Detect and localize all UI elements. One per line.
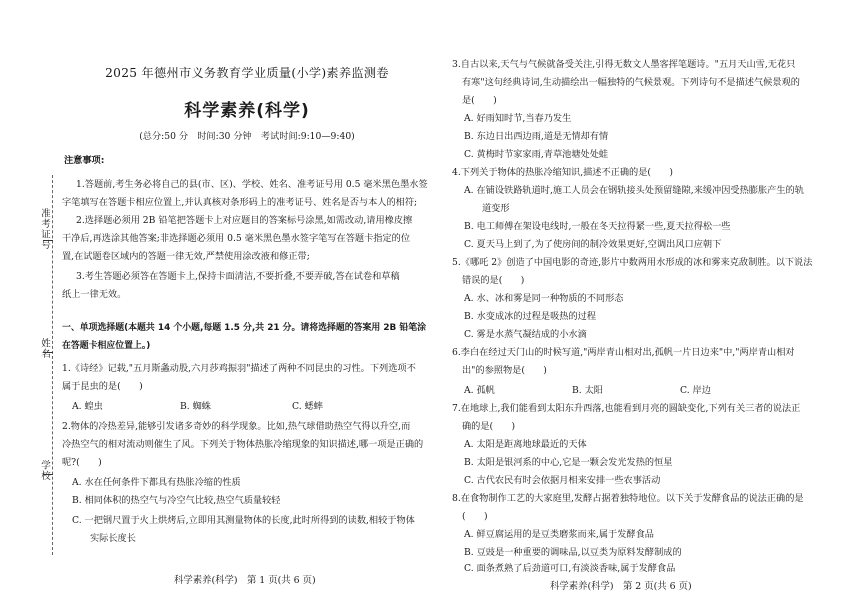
binding-dashed-line [52,175,53,555]
question-3-stem-cont: 是( ) [462,95,497,106]
question-4-option-a: A. 在铺设铁路轨道时,施工人员会在钢轨接头处预留缝隙,来缓冲因受热膨胀产生的轨 [464,185,804,196]
question-8-stem-cont: ( ) [462,511,488,522]
question-8-stem: 8.在食物制作工艺的大家庭里,发酵占据着独特地位。以下关于发酵食品的说法正确的是 [452,493,804,504]
question-4-stem: 4.下列关于物体的热胀冷缩知识,描述不正确的是( ) [452,167,673,178]
question-6-stem: 6.李白在经过天门山的时候写道,"两岸青山相对出,孤帆一片日边来"中,"两岸青山相对 [452,347,795,358]
binding-strip [0,0,58,600]
school-label: 学校 [39,460,50,481]
note-line: 2.选择题必须用 2B 铅笔把答题卡上对应题目的答案标号涂黑,如需改动,请用橡皮擦 [76,215,413,226]
question-8-option-c: C. 面条煮熟了后劲道可口,有淡淡香味,属于发酵食品 [464,563,676,574]
question-6-option-c: C. 岸边 [680,385,711,396]
question-2-option-c: C. 一把钢尺置于火上烘烤后,立即用其测量物体的长度,此时所得到的读数,相较于物体 [72,515,415,526]
question-7-option-a: A. 太阳是距离地球最近的天体 [464,439,587,450]
page-two [452,0,840,600]
question-3-stem-cont: 有寒"这句经典诗词,生动描绘出一幅独特的气候景观。下列诗句不是描述气候景观的 [462,77,800,88]
section-heading: 一、单项选择题(本题共 14 个小题,每题 1.5 分,共 21 分。请将选择题的答案用 2B 铅笔涂 [62,323,427,333]
page-footer-left: 科学素养(科学) 第 1 页(共 6 页) [174,575,316,586]
name-blank [43,352,53,353]
subject-title: 科学素养(科学) [184,101,310,121]
question-2-stem-cont: 呢?( ) [62,457,102,468]
page-footer-right: 科学素养(科学) 第 2 页(共 6 页) [550,581,692,592]
exam-number-blank [43,240,53,241]
note-line: 3.考生答题必须答在答题卡上,保持卡面清洁,不要折叠,不要弄破,答在试卷和草稿 [76,271,400,282]
question-7-option-c: C. 古代农民有时会依据月相来安排一些农事活动 [464,475,661,486]
question-3-option-c: C. 黄梅时节家家雨,青草池塘处处蛙 [464,149,609,160]
question-5-option-c: C. 雾是水蒸气凝结成的小水滴 [464,329,587,340]
question-6-stem-cont: 出"的参照物是( ) [462,365,547,376]
question-5-option-a: A. 水、冰和雾是同一种物质的不同形态 [464,293,624,304]
question-2-stem-cont: 冷热空气的相对流动则催生了风。下列关于物体热胀冷缩现象的知识描述,哪一项是正确的 [62,439,424,450]
question-1-option-a: A. 蝗虫 [72,401,103,412]
name-label: 姓名 [39,338,50,359]
question-2-option-a: A. 水在任何条件下都具有热胀冷缩的性质 [72,477,241,488]
note-line: 1.答题前,考生务必将自己的县(市、区)、学校、姓名、准考证号用 0.5 毫米黑色墨水签 [76,179,428,190]
note-line: 字笔填写在答题卡相应位置上,并认真核对条形码上的准考证号、姓名是否与本人的相符; [62,197,418,208]
question-6-option-b: B. 太阳 [572,385,603,396]
question-3-option-a: A. 好雨知时节,当春乃发生 [464,113,572,124]
question-6-option-a: A. 孤帆 [464,385,495,396]
section-heading-cont: 在答题卡相应位置上。) [62,341,151,351]
question-5-stem-cont: 错误的是( ) [462,275,525,286]
question-4-option-c: C. 夏天马上到了,为了使房间的制冷效果更好,空调出风口应朝下 [464,239,722,250]
question-7-stem: 7.在地球上,我们能看到太阳东升西落,也能看到月亮的圆缺变化,下列有关三者的说法正 [452,403,801,414]
question-8-option-b: B. 豆豉是一种重要的调味品,以豆类为原料发酵制成的 [464,547,682,558]
question-1-stem-cont: 属于昆虫的是( ) [62,381,143,392]
exam-title: 2025 年德州市义务教育学业质量(小学)素养监测卷 [105,66,389,80]
note-line: 置,在试题卷区域内的答题一律无效,严禁使用涂改液和修正带; [62,251,310,262]
question-1-option-b: B. 蜘蛛 [180,401,211,412]
question-4-option-b: B. 电工师傅在架设电线时,一般在冬天拉得紧一些,夏天拉得松一些 [464,221,731,232]
question-8-option-a: A. 鲜豆腐运用的是豆类磨浆而来,属于发酵食品 [464,529,654,540]
exam-number-label: 准考证号 [39,208,50,250]
note-line: 纸上一律无效。 [62,289,127,300]
question-7-option-b: B. 太阳是银河系的中心,它是一颗会发光发热的恒星 [464,457,673,468]
question-3-option-b: B. 东边日出西边雨,道是无情却有情 [464,131,609,142]
exam-meta: (总分:50 分 时间:30 分钟 考试时间:9:10—9:40) [139,131,355,142]
notes-heading: 注意事项: [64,155,105,166]
question-3-stem: 3.自古以来,天气与气候就备受关注,引得无数文人墨客挥笔题诗。"五月天山雪,无花只 [452,59,796,70]
question-2-option-c-cont: 实际长度长 [90,533,136,544]
question-2-stem: 2.物体的冷热差异,能够引发诸多奇妙的科学现象。比如,热气球借助热空气得以升空,而 [62,421,411,432]
question-1-stem: 1.《诗经》记载,"五月斯螽动股,六月莎鸡振羽"描述了两种不同昆虫的习性。下列选项不 [62,363,416,374]
question-7-stem-cont: 确的是( ) [462,421,516,432]
note-line: 干净后,再选涂其他答案;非选择题必须用 0.5 毫米黑色墨水签字笔写在答题卡指定的位 [62,233,411,244]
question-5-option-b: B. 水变成冰的过程是吸热的过程 [464,311,597,322]
question-2-option-b: B. 相同体积的热空气与冷空气比较,热空气质量较轻 [72,495,281,506]
page-one [62,0,432,600]
question-5-stem: 5.《哪吒 2》创造了中国电影的奇迹,影片中数两用水形成的冰和雾来克敌制胜。以下说法 [452,257,813,268]
question-4-option-a-cont: 道变形 [482,203,510,214]
question-1-option-c: C. 蟋蟀 [292,401,323,412]
school-blank [43,474,53,475]
